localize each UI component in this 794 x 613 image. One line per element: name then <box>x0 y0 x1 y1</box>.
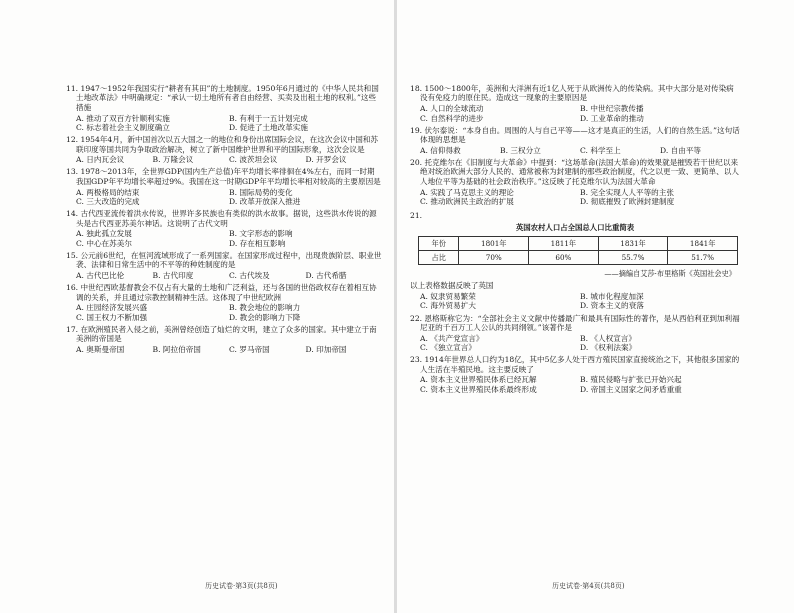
question-stem: 12. 1954年4月，新中国首次以五大国之一的地位和身份出席国际会议，在这次会议中国和苏联印度等国共同为争取政治解决，树立了新中国维护世界和平的国际形象，这次会议是 <box>66 135 379 154</box>
option-c[interactable]: C. 《独立宣言》 <box>420 343 476 353</box>
option-a[interactable]: A. 推动了双百方针顺利实施 <box>76 113 170 123</box>
option-b[interactable]: B. 阿拉伯帝国 <box>152 344 201 354</box>
question-options <box>66 303 382 322</box>
option-c[interactable]: C. 资本主义世界殖民体系最终形成 <box>420 384 537 394</box>
option-a[interactable]: A. 庄园经济发展兴盛 <box>76 303 148 313</box>
option-a[interactable]: A. 资本主义世界殖民体系已经瓦解 <box>420 375 537 385</box>
question-stem: 13. 1978～2013年，全世界GDP(国内生产总值)年平均增长率徘徊在4%左右，而同一时期我国GDP年平均增长率超过9%。我国在这一时期GDP年平均增长率相对较高的主要原因是 <box>66 167 381 186</box>
question-15 <box>66 251 382 281</box>
left-page-footer: 历史试卷·第3页(共8页) <box>205 582 278 590</box>
question-options <box>410 334 740 353</box>
table-header-cell: 1831年 <box>598 237 668 251</box>
option-c[interactable]: C. 科学至上 <box>580 145 621 155</box>
option-b[interactable]: B. 国际局势的变化 <box>229 187 293 197</box>
option-a[interactable]: A. 两极格局的结束 <box>76 187 140 197</box>
question-options <box>66 114 382 133</box>
option-d[interactable]: D. 彻底摧毁了欧洲封建制度 <box>580 197 675 207</box>
table-header-cell: 1811年 <box>529 237 599 251</box>
right-page-footer: 历史试卷·第4页(共8页) <box>552 582 625 590</box>
option-d[interactable]: D. 帝国主义国家之间矛盾重重 <box>580 384 682 394</box>
option-d[interactable]: D. 《权利法案》 <box>580 343 637 353</box>
question-options <box>66 155 382 164</box>
option-a[interactable]: A. 实践了马克思主义的理论 <box>420 187 514 197</box>
option-c[interactable]: C. 自然科学的进步 <box>420 113 484 123</box>
question-options <box>66 229 382 248</box>
option-c[interactable]: C. 国王权力不断加强 <box>76 312 148 322</box>
question-options <box>410 375 740 394</box>
page-gutter <box>394 0 397 613</box>
right-page <box>410 84 740 397</box>
option-d[interactable]: D. 工业革命的推动 <box>580 113 644 123</box>
option-a[interactable]: A. 古代巴比伦 <box>76 271 125 281</box>
question-23 <box>410 355 740 394</box>
table-header-cell: 1841年 <box>668 237 738 251</box>
option-d[interactable]: D. 印加帝国 <box>305 344 347 354</box>
question-options <box>66 271 382 280</box>
option-a[interactable]: A. 奴隶贸易繁荣 <box>420 291 476 301</box>
question-options <box>410 104 740 123</box>
option-d[interactable]: D. 促进了土地改革实施 <box>229 123 308 133</box>
table-header-cell: 年份 <box>419 237 459 251</box>
question-options <box>66 188 382 207</box>
question-16 <box>66 283 382 322</box>
question-stem: 11. 1947～1952年我国实行“耕者有其田”的土地制度。1950年6月通过的《中华人民共和国土地改革法》中明确规定：“承认一切土地所有者自由经营、买卖及出租土地的权利。”这些措施 <box>66 84 379 112</box>
option-c[interactable]: C. 推动欧洲民主政治的扩展 <box>420 197 514 207</box>
question-options <box>66 345 382 354</box>
table-cell: 60% <box>529 251 599 265</box>
question-stem: 16. 中世纪西欧基督教会不仅占有大量的土地和广泛利益，还与各国的世俗政权存在着相互协调的关系，并且通过宗教控制精神生活。这体现了中世纪欧洲 <box>66 283 377 302</box>
option-b[interactable]: B. 《人权宣言》 <box>580 333 636 343</box>
question-21-options <box>410 292 740 311</box>
option-a[interactable]: A. 奥斯曼帝国 <box>76 344 125 354</box>
question-12 <box>66 135 382 165</box>
option-b[interactable]: B. 城市化程度加深 <box>580 291 644 301</box>
question-stem: 17. 在欧洲殖民者入侵之前，美洲曾经创造了灿烂的文明，建立了众多的国家。其中建立于南美洲的帝国是 <box>66 324 377 344</box>
table-cell: 51.7% <box>668 251 738 265</box>
question-options <box>410 146 740 155</box>
option-d[interactable]: D. 存在相互影响 <box>229 238 286 248</box>
question-11 <box>66 84 382 133</box>
question-stem: 20. 托克维尔在《旧制度与大革命》中提到：“这场革命(法国大革命)的效果就是摧毁若干世纪以来绝对统治欧洲大部分人民的、通常被称为封建制的那些政治制度，代之以更一致、更简单、以人人地位平等为基础的社会政治秩序。”这反映了托克维尔认为法国大革命 <box>410 157 739 186</box>
option-d[interactable]: D. 改革开放深入推进 <box>229 197 301 207</box>
option-a[interactable]: A. 人口的全球流动 <box>420 104 484 114</box>
question-17 <box>66 325 382 355</box>
question-stem: 15. 公元前6世纪，在恒河流域形成了一系列国家。在国家形成过程中，出现贵族阶层、职业世袭、法律和日常生活中的不平等的种姓制度的是 <box>66 250 382 270</box>
option-d[interactable]: D. 古代希腊 <box>305 271 347 281</box>
question-21-number: 21. <box>410 210 423 220</box>
question-options <box>410 188 740 207</box>
question-stem: 22. 恩格斯称它为：“全部社会主义文献中传播最广和最具有国际性的著作，是从西伯利亚到加利福尼亚的千百万工人公认的共同纲领。”该著作是 <box>410 313 740 333</box>
table-cell: 70% <box>459 251 529 265</box>
left-page <box>66 84 382 357</box>
option-b[interactable]: B. 三权分立 <box>500 145 541 155</box>
question-21 <box>410 211 740 311</box>
option-c[interactable]: C. 罗马帝国 <box>229 344 270 354</box>
table-header-cell: 1801年 <box>459 237 529 251</box>
option-b[interactable]: B. 完全实现人人平等的主张 <box>580 187 674 197</box>
option-a[interactable]: A. 《共产党宣言》 <box>420 333 484 343</box>
question-stem: 18. 1500～1800年，美洲和大洋洲有近1亿人死于从欧洲传入的传染病。其中大部分是对传染病没有免疫力的原住民。造成这一现象的主要原因是 <box>410 84 734 103</box>
question-stem: 14. 古代西亚流传着洪水传说，世界许多民族也有类似的洪水故事。据说，这些洪水传说的源头是古代西亚苏美尔神话。这说明了古代文明 <box>66 209 377 228</box>
option-d[interactable]: D. 自由平等 <box>660 145 702 155</box>
option-c[interactable]: C. 三大改造的完成 <box>76 197 140 207</box>
table-source: ——摘编自艾莎·布里格斯《英国社会史》 <box>604 269 736 279</box>
table-title: 英国农村人口占全国总人口比重简表 <box>515 223 635 233</box>
question-stem: 19. 伏尔泰说：“本身自由。周围的人与自己平等——这才是真正的生活，人们的自然生活。”这句话体现的思想是 <box>410 125 740 145</box>
option-b[interactable]: B. 中世纪宗教传播 <box>580 104 644 114</box>
option-a[interactable]: A. 信仰得救 <box>420 145 461 155</box>
option-a[interactable]: A. 独此孤立发展 <box>76 229 132 239</box>
question-19 <box>410 126 740 156</box>
population-table <box>418 236 738 265</box>
option-b[interactable]: B. 殖民侵略与扩张已开始兴起 <box>580 375 682 385</box>
question-18 <box>410 84 740 123</box>
option-b[interactable]: B. 教会地位的影响力 <box>229 303 301 313</box>
option-b[interactable]: B. 有利于一五计划完成 <box>229 113 308 123</box>
option-d[interactable]: D. 开罗会议 <box>305 155 347 165</box>
option-b[interactable]: B. 万隆会议 <box>152 155 194 165</box>
option-d[interactable]: D. 教会的影响力下降 <box>229 312 301 322</box>
table-cell: 55.7% <box>598 251 668 265</box>
table-row <box>419 251 738 265</box>
table-cell: 占比 <box>419 251 459 265</box>
table-header-row <box>419 237 738 251</box>
question-21-stem: 以上表格数据反映了英国 <box>410 281 494 291</box>
question-22 <box>410 314 740 353</box>
option-c[interactable]: C. 古代埃及 <box>229 271 270 281</box>
option-c[interactable]: C. 海外贸易扩大 <box>420 301 476 311</box>
question-20 <box>410 158 740 207</box>
question-13 <box>66 167 382 206</box>
option-b[interactable]: B. 古代印度 <box>152 271 194 281</box>
option-b[interactable]: B. 文字形态的影响 <box>229 229 293 239</box>
option-c[interactable]: C. 中心在苏美尔 <box>76 238 132 248</box>
option-c[interactable]: C. 标志着社会主义制度确立 <box>76 123 170 133</box>
question-14 <box>66 209 382 248</box>
question-stem: 23. 1914年世界总人口约为18亿，其中5亿多人处于西方殖民国家直接统治之下，其他很多国家的人生活在半殖民地。这主要反映了 <box>410 355 740 374</box>
option-a[interactable]: A. 日内瓦会议 <box>76 155 125 165</box>
option-c[interactable]: C. 波茨坦会议 <box>229 155 278 165</box>
option-d[interactable]: D. 资本主义的衰落 <box>580 301 644 311</box>
